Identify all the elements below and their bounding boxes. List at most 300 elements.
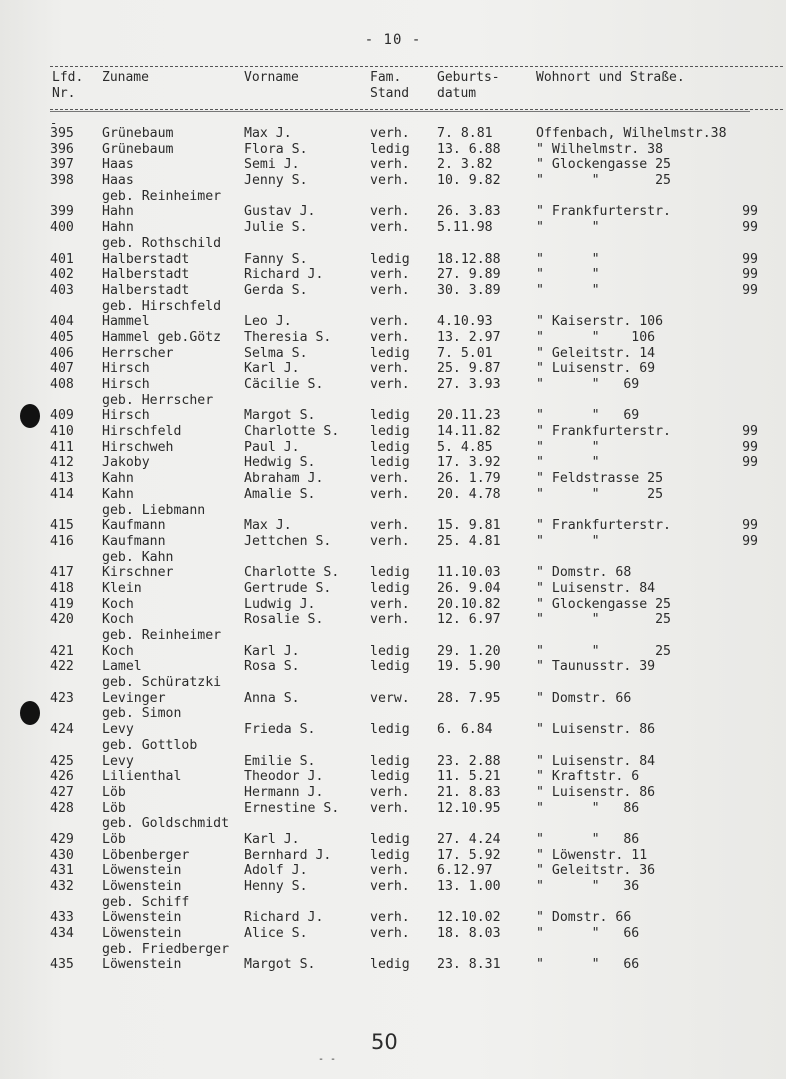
marital-status: verh.	[370, 926, 410, 942]
surname: Koch	[102, 643, 134, 659]
header-fam-stand: Fam. Stand	[370, 70, 410, 101]
first-name: Jettchen S.	[244, 533, 332, 549]
table-row	[0, 455, 786, 471]
maiden-name-row	[0, 550, 786, 566]
marital-status: ledig	[370, 722, 410, 738]
first-name: Flora S.	[244, 141, 308, 157]
maiden-name: geb. Friedberger	[102, 941, 230, 957]
surname: Grünebaum	[102, 141, 174, 157]
maiden-name-row	[0, 675, 786, 691]
maiden-name: geb. Schüratzki	[102, 675, 222, 691]
surname: Löb	[102, 831, 126, 847]
address: " Glockengasse 25	[536, 596, 671, 612]
address: " " 25	[536, 486, 664, 502]
surname: Halberstadt	[102, 251, 190, 267]
birth-date: 5.11.98	[437, 220, 493, 236]
birth-date: 25. 4.81	[437, 533, 501, 549]
surname: Kahn	[102, 471, 134, 487]
surname: Levy	[102, 722, 134, 738]
row-number: 429	[50, 831, 74, 847]
table-row	[0, 597, 786, 613]
surname: Hirsch	[102, 361, 150, 377]
address: " " 36	[536, 879, 640, 894]
surname: Löb	[102, 784, 126, 800]
table-row	[0, 471, 786, 487]
table-row	[0, 879, 786, 895]
row-number: 395	[50, 126, 74, 141]
house-number: 99	[742, 424, 758, 440]
row-number: 413	[50, 471, 74, 487]
surname: Löwenstein	[102, 926, 182, 942]
table-row	[0, 424, 786, 440]
table-row	[0, 926, 786, 942]
table-row	[0, 848, 786, 864]
table-row	[0, 440, 786, 456]
address: " Wilhelmstr. 38	[536, 141, 664, 157]
header-top-rule	[50, 66, 783, 67]
header-underline	[50, 111, 750, 112]
surname: Löwenstein	[102, 910, 182, 926]
surname: Levy	[102, 753, 134, 769]
surname: Hirschfeld	[102, 424, 182, 440]
birth-date: 27. 3.93	[437, 377, 501, 392]
marital-status: verh.	[370, 596, 410, 612]
row-number: 405	[50, 329, 74, 345]
register-table	[0, 126, 786, 973]
birth-date: 26. 3.83	[437, 204, 501, 220]
birth-date: 18.12.88	[437, 251, 501, 267]
maiden-name: geb. Liebmann	[102, 502, 206, 518]
marital-status: ledig	[370, 345, 410, 361]
birth-date: 25. 9.87	[437, 361, 501, 377]
row-number: 406	[50, 345, 74, 361]
row-number: 416	[50, 533, 74, 549]
maiden-name-row	[0, 628, 786, 644]
first-name: Gertrude S.	[244, 580, 332, 596]
table-row	[0, 754, 786, 770]
birth-date: 30. 3.89	[437, 282, 501, 298]
surname: Löbenberger	[102, 847, 190, 863]
maiden-name: geb. Rothschild	[102, 235, 222, 251]
row-number: 417	[50, 565, 74, 581]
first-name: Max J.	[244, 126, 292, 141]
surname: Hirsch	[102, 408, 150, 424]
table-row	[0, 252, 786, 268]
birth-date: 26. 9.04	[437, 580, 501, 596]
marital-status: ledig	[370, 580, 410, 596]
house-number: 99	[742, 533, 758, 549]
footer-dash: - -	[318, 1054, 337, 1065]
address: " " 66	[536, 957, 640, 973]
header-vorname: Vorname	[244, 70, 299, 85]
maiden-name: geb. Schiff	[102, 894, 190, 910]
table-row	[0, 314, 786, 330]
maiden-name: geb. Simon	[102, 706, 182, 722]
header-bottom-rule	[50, 109, 783, 110]
row-number: 421	[50, 643, 74, 659]
header-zuname: Zuname	[102, 70, 149, 85]
row-number: 408	[50, 377, 74, 392]
house-number: 99	[742, 282, 758, 298]
house-number: 99	[742, 439, 758, 455]
surname: Hahn	[102, 220, 134, 236]
row-number: 410	[50, 424, 74, 440]
maiden-name-row	[0, 706, 786, 722]
surname: Haas	[102, 173, 134, 189]
table-row	[0, 346, 786, 362]
birth-date: 27. 9.89	[437, 267, 501, 283]
birth-date: 17. 5.92	[437, 847, 501, 863]
address: " " 69	[536, 377, 640, 392]
address: Offenbach, Wilhelmstr.38	[536, 126, 727, 141]
address: " "	[536, 439, 600, 455]
marital-status: verh.	[370, 314, 410, 330]
birth-date: 28. 7.95	[437, 690, 501, 706]
maiden-name-row	[0, 895, 786, 911]
marital-status: ledig	[370, 408, 410, 424]
birth-date: 29. 1.20	[437, 643, 501, 659]
maiden-name: geb. Herrscher	[102, 392, 214, 408]
address: " Frankfurterstr.	[536, 204, 671, 220]
row-number: 419	[50, 596, 74, 612]
surname: Kaufmann	[102, 518, 166, 534]
marital-status: ledig	[370, 439, 410, 455]
address: " Feldstrasse 25	[536, 471, 664, 487]
address: " "	[536, 533, 600, 549]
first-name: Leo J.	[244, 314, 292, 330]
marital-status: ledig	[370, 565, 410, 581]
marital-status: verh.	[370, 204, 410, 220]
marital-status: verh.	[370, 329, 410, 345]
maiden-name-row	[0, 738, 786, 754]
marital-status: ledig	[370, 659, 410, 675]
surname: Hammel geb.Götz	[102, 329, 222, 345]
maiden-name: geb. Gottlob	[102, 737, 198, 753]
row-number: 431	[50, 863, 74, 879]
table-row	[0, 910, 786, 926]
address: " Kraftstr. 6	[536, 769, 640, 785]
birth-date: 13. 2.97	[437, 329, 501, 345]
row-number: 412	[50, 455, 74, 471]
birth-date: 20.11.23	[437, 408, 501, 424]
first-name: Ludwig J.	[244, 596, 316, 612]
address: " Taunusstr. 39	[536, 659, 656, 675]
birth-date: 27. 4.24	[437, 831, 501, 847]
row-number: 415	[50, 518, 74, 534]
address: " Glockengasse 25	[536, 157, 671, 173]
marital-status: ledig	[370, 424, 410, 440]
dash-mark: -	[50, 116, 58, 130]
marital-status: verw.	[370, 690, 410, 706]
first-name: Gerda S.	[244, 282, 308, 298]
table-row	[0, 204, 786, 220]
birth-date: 4.10.93	[437, 314, 493, 330]
marital-status: verh.	[370, 784, 410, 800]
address: " Luisenstr. 69	[536, 361, 656, 377]
address: " Frankfurterstr.	[536, 424, 671, 440]
house-number: 99	[742, 267, 758, 283]
table-row	[0, 769, 786, 785]
birth-date: 18. 8.03	[437, 926, 501, 942]
marital-status: ledig	[370, 847, 410, 863]
row-number: 423	[50, 690, 74, 706]
maiden-name-row	[0, 236, 786, 252]
birth-date: 20. 4.78	[437, 486, 501, 502]
first-name: Theodor J.	[244, 769, 324, 785]
first-name: Cäcilie S.	[244, 377, 324, 392]
marital-status: verh.	[370, 910, 410, 926]
address: " Domstr. 66	[536, 910, 632, 926]
marital-status: ledig	[370, 141, 410, 157]
table-row	[0, 659, 786, 675]
surname: Löwenstein	[102, 879, 182, 894]
row-number: 434	[50, 926, 74, 942]
row-number: 411	[50, 439, 74, 455]
birth-date: 13. 6.88	[437, 141, 501, 157]
row-number: 400	[50, 220, 74, 236]
first-name: Selma S.	[244, 345, 308, 361]
first-name: Paul J.	[244, 439, 300, 455]
table-row	[0, 220, 786, 236]
maiden-name-row	[0, 942, 786, 958]
first-name: Julie S.	[244, 220, 308, 236]
first-name: Frieda S.	[244, 722, 316, 738]
address: " " 66	[536, 926, 640, 942]
row-number: 422	[50, 659, 74, 675]
house-number: 99	[742, 204, 758, 220]
marital-status: verh.	[370, 533, 410, 549]
table-row	[0, 157, 786, 173]
row-number: 404	[50, 314, 74, 330]
birth-date: 7. 8.81	[437, 126, 493, 141]
row-number: 425	[50, 753, 74, 769]
table-row	[0, 377, 786, 393]
address: " Luisenstr. 86	[536, 784, 656, 800]
first-name: Bernhard J.	[244, 847, 332, 863]
surname: Koch	[102, 596, 134, 612]
first-name: Karl J.	[244, 361, 300, 377]
address: " Domstr. 68	[536, 565, 632, 581]
surname: Jakoby	[102, 455, 150, 471]
birth-date: 19. 5.90	[437, 659, 501, 675]
surname: Kaufmann	[102, 533, 166, 549]
marital-status: ledig	[370, 957, 410, 973]
surname: Levinger	[102, 690, 166, 706]
birth-date: 21. 8.83	[437, 784, 501, 800]
table-row	[0, 518, 786, 534]
address: " Frankfurterstr.	[536, 518, 671, 534]
footer-number: 50	[371, 1030, 398, 1054]
table-row	[0, 565, 786, 581]
surname: Löwenstein	[102, 957, 182, 973]
surname: Löb	[102, 800, 126, 816]
birth-date: 6. 6.84	[437, 722, 493, 738]
first-name: Charlotte S.	[244, 565, 340, 581]
address: " Luisenstr. 86	[536, 722, 656, 738]
marital-status: ledig	[370, 831, 410, 847]
birth-date: 6.12.97	[437, 863, 493, 879]
table-row	[0, 801, 786, 817]
table-row	[0, 644, 786, 660]
first-name: Margot S.	[244, 408, 316, 424]
address: " Luisenstr. 84	[536, 580, 656, 596]
address: " " 25	[536, 612, 671, 628]
first-name: Charlotte S.	[244, 424, 340, 440]
house-number: 99	[742, 251, 758, 267]
first-name: Theresia S.	[244, 329, 332, 345]
birth-date: 17. 3.92	[437, 455, 501, 471]
table-row	[0, 534, 786, 550]
house-number: 99	[742, 220, 758, 236]
first-name: Henny S.	[244, 879, 308, 894]
marital-status: verh.	[370, 361, 410, 377]
birth-date: 12.10.95	[437, 800, 501, 816]
row-number: 407	[50, 361, 74, 377]
first-name: Hedwig S.	[244, 455, 316, 471]
first-name: Max J.	[244, 518, 292, 534]
address: " Luisenstr. 84	[536, 753, 656, 769]
surname: Herrscher	[102, 345, 174, 361]
punch-hole	[20, 404, 40, 428]
marital-status: verh.	[370, 267, 410, 283]
maiden-name: geb. Reinheimer	[102, 628, 222, 643]
marital-status: verh.	[370, 220, 410, 236]
first-name: Anna S.	[244, 690, 300, 706]
maiden-name: geb. Goldschmidt	[102, 816, 230, 832]
address: " Geleitstr. 36	[536, 863, 656, 879]
surname: Halberstadt	[102, 267, 190, 283]
first-name: Richard J.	[244, 267, 324, 283]
maiden-name-row	[0, 299, 786, 315]
marital-status: verh.	[370, 879, 410, 894]
birth-date: 20.10.82	[437, 596, 501, 612]
table-row	[0, 487, 786, 503]
first-name: Gustav J.	[244, 204, 316, 220]
birth-date: 15. 9.81	[437, 518, 501, 534]
address: " "	[536, 455, 600, 471]
table-row	[0, 691, 786, 707]
surname: Klein	[102, 580, 142, 596]
marital-status: ledig	[370, 769, 410, 785]
address: " " 69	[536, 408, 640, 424]
maiden-name-row	[0, 393, 786, 409]
first-name: Jenny S.	[244, 173, 308, 189]
first-name: Karl J.	[244, 643, 300, 659]
surname: Kirschner	[102, 565, 174, 581]
surname: Hirsch	[102, 377, 150, 392]
row-number: 397	[50, 157, 74, 173]
marital-status: verh.	[370, 518, 410, 534]
table-row	[0, 283, 786, 299]
table-row	[0, 330, 786, 346]
address: " "	[536, 282, 600, 298]
table-row	[0, 142, 786, 158]
row-number: 430	[50, 847, 74, 863]
marital-status: verh.	[370, 282, 410, 298]
first-name: Emilie S.	[244, 753, 316, 769]
marital-status: ledig	[370, 455, 410, 471]
first-name: Richard J.	[244, 910, 324, 926]
first-name: Margot S.	[244, 957, 316, 973]
table-row	[0, 361, 786, 377]
row-number: 427	[50, 784, 74, 800]
birth-date: 2. 3.82	[437, 157, 493, 173]
address: " " 25	[536, 643, 671, 659]
table-row	[0, 722, 786, 738]
maiden-name: geb. Reinheimer	[102, 188, 222, 204]
row-number: 414	[50, 486, 74, 502]
marital-status: verh.	[370, 800, 410, 816]
maiden-name: geb. Kahn	[102, 549, 174, 565]
maiden-name: geb. Hirschfeld	[102, 298, 222, 314]
surname: Lamel	[102, 659, 142, 675]
surname: Lilienthal	[102, 769, 182, 785]
row-number: 433	[50, 910, 74, 926]
surname: Haas	[102, 157, 134, 173]
first-name: Abraham J.	[244, 471, 324, 487]
birth-date: 13. 1.00	[437, 879, 501, 894]
birth-date: 11. 5.21	[437, 769, 501, 785]
surname: Grünebaum	[102, 126, 174, 141]
address: " "	[536, 267, 600, 283]
first-name: Rosalie S.	[244, 612, 324, 628]
address: " Kaiserstr. 106	[536, 314, 664, 330]
header-lfd-nr: Lfd. Nr.	[52, 70, 84, 101]
surname: Halberstadt	[102, 282, 190, 298]
row-number: 418	[50, 580, 74, 596]
row-number: 424	[50, 722, 74, 738]
row-number: 409	[50, 408, 74, 424]
surname: Hirschweh	[102, 439, 174, 455]
row-number: 435	[50, 957, 74, 973]
surname: Hammel	[102, 314, 150, 330]
table-row	[0, 267, 786, 283]
first-name: Ernestine S.	[244, 800, 340, 816]
row-number: 396	[50, 141, 74, 157]
table-row	[0, 173, 786, 189]
birth-date: 12. 6.97	[437, 612, 501, 628]
row-number: 403	[50, 282, 74, 298]
address: " " 86	[536, 831, 640, 847]
address: " Geleitstr. 14	[536, 345, 656, 361]
marital-status: ledig	[370, 643, 410, 659]
punch-hole	[20, 701, 40, 725]
birth-date: 23. 2.88	[437, 753, 501, 769]
page-number: - 10 -	[364, 32, 422, 48]
row-number: 432	[50, 879, 74, 894]
table-row	[0, 581, 786, 597]
row-number: 399	[50, 204, 74, 220]
birth-date: 5. 4.85	[437, 439, 493, 455]
table-row	[0, 863, 786, 879]
birth-date: 7. 5.01	[437, 345, 493, 361]
marital-status: verh.	[370, 471, 410, 487]
table-row	[0, 957, 786, 973]
address: " " 25	[536, 173, 671, 189]
address: " Domstr. 66	[536, 690, 632, 706]
marital-status: verh.	[370, 157, 410, 173]
row-number: 398	[50, 173, 74, 189]
first-name: Fanny S.	[244, 251, 308, 267]
table-row	[0, 612, 786, 628]
marital-status: ledig	[370, 753, 410, 769]
row-number: 426	[50, 769, 74, 785]
address: " " 106	[536, 329, 656, 345]
surname: Kahn	[102, 486, 134, 502]
table-row	[0, 126, 786, 142]
first-name: Rosa S.	[244, 659, 300, 675]
maiden-name-row	[0, 503, 786, 519]
